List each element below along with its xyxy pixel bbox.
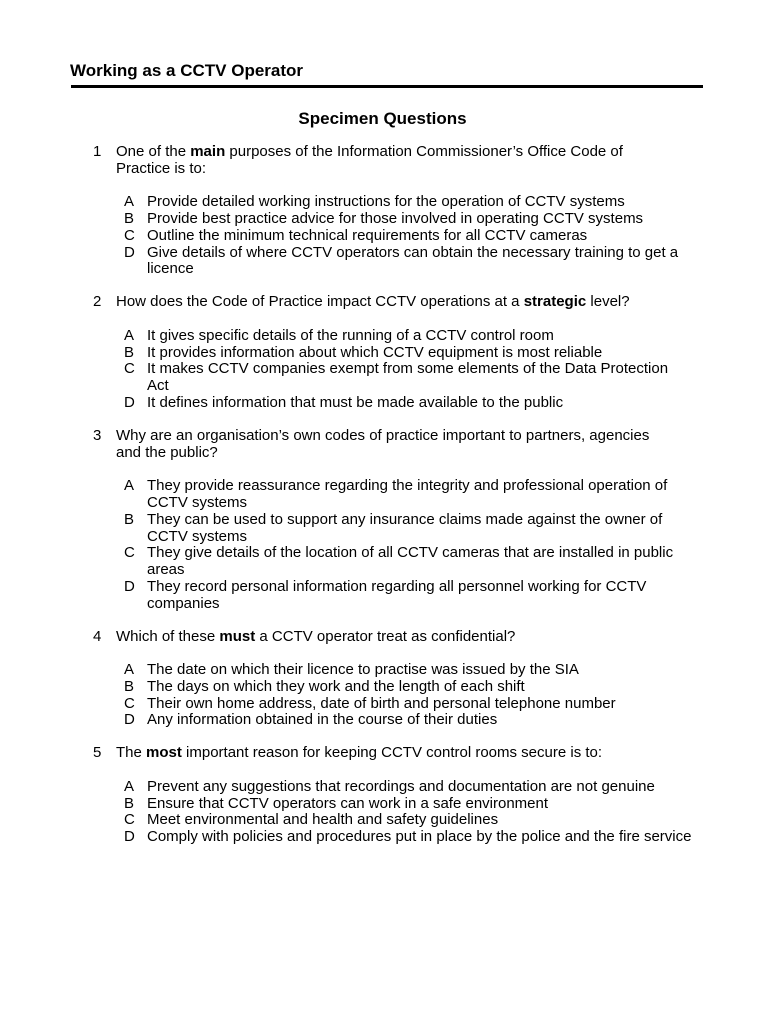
question-number: 2 <box>93 293 102 311</box>
option-text: They provide reassurance regarding the integrity and professional operation of CCTV systems <box>147 477 668 511</box>
option-letter: C <box>124 360 135 378</box>
option-letter: B <box>124 677 135 695</box>
option-letter: A <box>124 326 135 344</box>
question-2 <box>0 294 768 411</box>
option-text: Their own home address, date of birth and personal telephone number <box>147 694 616 712</box>
question-text-part: important reason for keeping CCTV control rooms secure is to: <box>181 744 603 762</box>
option-c <box>0 812 768 829</box>
option-letter: C <box>124 694 135 712</box>
option-list <box>0 478 768 612</box>
option-text: They can be used to support any insurance claims made against the owner of CCTV systems <box>147 510 663 545</box>
option-text: The days on which they work and the length of each shift <box>147 677 525 695</box>
question-emphasis: main <box>190 143 226 160</box>
option-a <box>0 328 768 345</box>
option-letter: C <box>124 226 135 244</box>
option-c <box>0 361 768 395</box>
option-d <box>0 245 768 279</box>
option-b <box>0 512 768 546</box>
option-a <box>0 194 768 211</box>
question-text-part: The <box>116 744 147 762</box>
question-4 <box>0 629 768 730</box>
question-text <box>116 294 676 311</box>
question-emphasis: most <box>146 744 182 762</box>
option-letter: B <box>124 343 135 361</box>
option-text: It makes CCTV companies exempt from some elements of the Data Protection Act <box>147 360 669 395</box>
option-letter: B <box>124 209 135 227</box>
option-text: Outline the minimum technical requirements for all CCTV cameras <box>147 226 588 244</box>
question-5 <box>0 745 768 846</box>
question-text <box>116 629 676 646</box>
question-emphasis: must <box>219 627 256 645</box>
option-list <box>0 194 768 278</box>
option-text: The date on which their licence to practise was issued by the SIA <box>147 661 579 679</box>
question-text-part: Which of these <box>116 627 220 645</box>
option-letter: B <box>124 794 135 812</box>
question-number: 5 <box>93 744 102 762</box>
option-letter: C <box>124 544 135 562</box>
option-letter: C <box>124 811 135 829</box>
option-b <box>0 679 768 696</box>
option-text: Any information obtained in the course of their duties <box>147 711 498 729</box>
option-a <box>0 662 768 679</box>
option-letter: A <box>124 193 135 211</box>
option-letter: D <box>124 393 135 411</box>
option-d <box>0 712 768 729</box>
question-3 <box>0 428 768 613</box>
question-number: 3 <box>93 426 102 444</box>
option-a <box>0 478 768 512</box>
question-1 <box>0 144 768 278</box>
option-text: They record personal information regarding all personnel working for CCTV companies <box>147 577 647 612</box>
option-letter: A <box>124 777 135 795</box>
option-list <box>0 328 768 412</box>
option-d <box>0 829 768 846</box>
option-list <box>0 662 768 729</box>
option-text: Give details of where CCTV operators can obtain the necessary training to get a licence <box>147 243 679 278</box>
question-text-part: a CCTV operator treat as confidential? <box>255 627 516 645</box>
option-text: Ensure that CCTV operators can work in a safe environment <box>147 794 549 812</box>
option-text: Provide detailed working instructions for the operation of CCTV systems <box>147 193 625 211</box>
question-text <box>116 428 676 462</box>
question-text-part: How does the Code of Practice impact CCTV operations at a <box>116 293 524 311</box>
option-b <box>0 211 768 228</box>
option-text: Prevent any suggestions that recordings and documentation are not genuine <box>147 777 655 795</box>
option-d <box>0 579 768 613</box>
option-c <box>0 228 768 245</box>
option-letter: D <box>124 711 135 729</box>
option-letter: D <box>124 828 135 846</box>
option-letter: D <box>124 243 135 261</box>
option-d <box>0 395 768 412</box>
question-text-part: level? <box>586 293 630 311</box>
option-a <box>0 779 768 796</box>
option-c <box>0 545 768 579</box>
option-text: It gives specific details of the running of a CCTV control room <box>147 326 554 344</box>
question-text <box>116 745 676 762</box>
option-b <box>0 345 768 362</box>
option-text: They give details of the location of all CCTV cameras that are installed in public areas <box>147 544 674 579</box>
option-c <box>0 696 768 713</box>
option-text: It defines information that must be made available to the public <box>147 393 564 411</box>
option-text: Provide best practice advice for those involved in operating CCTV systems <box>147 209 644 227</box>
question-list <box>0 144 768 862</box>
header-rule <box>71 85 703 88</box>
question-emphasis: strategic <box>523 293 587 311</box>
option-text: Meet environmental and health and safety guidelines <box>147 811 499 829</box>
question-text-part: One of the <box>116 143 191 160</box>
option-list <box>0 779 768 846</box>
option-b <box>0 796 768 813</box>
option-text: Comply with policies and procedures put in place by the police and the fire service <box>147 828 692 846</box>
question-text-part: Why are an organisation’s own codes of practice important to partners, agencies and the public? <box>116 426 650 461</box>
question-text-part: purposes of the Information Commissioner’s Office Code of Practice is to: <box>116 143 623 177</box>
question-number: 1 <box>93 143 102 160</box>
question-number: 4 <box>93 627 102 645</box>
option-letter: B <box>124 510 135 528</box>
question-text <box>116 144 676 178</box>
option-text: It provides information about which CCTV equipment is most reliable <box>147 343 603 361</box>
option-letter: D <box>124 577 135 595</box>
option-letter: A <box>124 661 135 679</box>
header-title: Working as a CCTV Operator <box>70 61 304 80</box>
document-title: Specimen Questions <box>298 109 467 128</box>
option-letter: A <box>124 477 135 495</box>
